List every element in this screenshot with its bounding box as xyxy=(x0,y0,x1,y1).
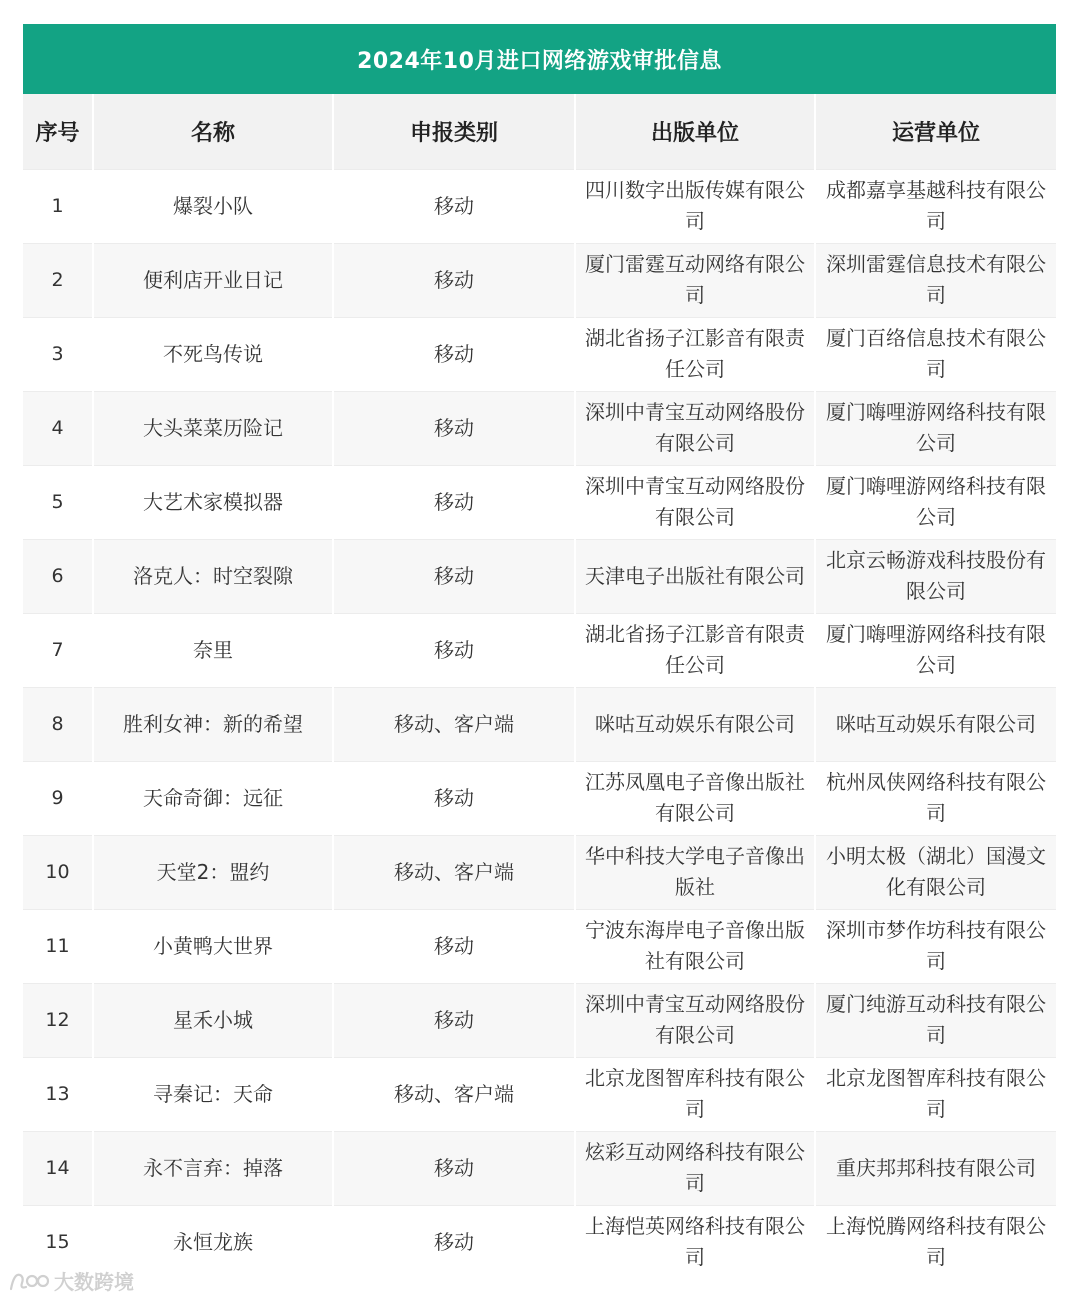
cell-category: 移动 xyxy=(333,391,575,465)
cell-operator: 厦门嗨哩游网络科技有限公司 xyxy=(815,613,1056,687)
cell-publisher: 湖北省扬子江影音有限责任公司 xyxy=(575,317,815,391)
table-row xyxy=(23,465,1056,539)
cell-category: 移动 xyxy=(333,243,575,317)
cell-name: 寻秦记：天命 xyxy=(93,1057,333,1131)
column-header-row xyxy=(23,94,1056,169)
cell-name: 爆裂小队 xyxy=(93,169,333,243)
cell-operator: 北京云畅游戏科技股份有限公司 xyxy=(815,539,1056,613)
cell-operator: 厦门纯游互动科技有限公司 xyxy=(815,983,1056,1057)
cell-publisher: 深圳中青宝互动网络股份有限公司 xyxy=(575,391,815,465)
cell-publisher: 天津电子出版社有限公司 xyxy=(575,539,815,613)
cell-category: 移动、客户端 xyxy=(333,835,575,909)
cell-category: 移动 xyxy=(333,1131,575,1205)
cell-publisher: 上海恺英网络科技有限公司 xyxy=(575,1205,815,1279)
watermark-logo-icon xyxy=(8,1269,50,1293)
table-row xyxy=(23,317,1056,391)
cell-publisher: 炫彩互动网络科技有限公司 xyxy=(575,1131,815,1205)
cell-no: 12 xyxy=(45,1008,70,1031)
column-header-publisher: 出版单位 xyxy=(575,94,815,169)
cell-no: 3 xyxy=(51,342,64,365)
cell-name: 天命奇御：远征 xyxy=(93,761,333,835)
cell-name: 永不言弃：掉落 xyxy=(93,1131,333,1205)
cell-category: 移动、客户端 xyxy=(333,687,575,761)
cell-category: 移动 xyxy=(333,983,575,1057)
cell-publisher: 北京龙图智库科技有限公司 xyxy=(575,1057,815,1131)
cell-name: 奈里 xyxy=(93,613,333,687)
approval-grid xyxy=(23,94,1056,1279)
cell-publisher: 华中科技大学电子音像出版社 xyxy=(575,835,815,909)
cell-category: 移动 xyxy=(333,317,575,391)
cell-name: 永恒龙族 xyxy=(93,1205,333,1279)
cell-no: 14 xyxy=(45,1156,70,1179)
cell-operator: 厦门嗨哩游网络科技有限公司 xyxy=(815,465,1056,539)
cell-no: 4 xyxy=(51,416,64,439)
cell-category: 移动 xyxy=(333,539,575,613)
table-row xyxy=(23,539,1056,613)
cell-name: 大艺术家模拟器 xyxy=(93,465,333,539)
cell-category: 移动 xyxy=(333,169,575,243)
cell-no: 7 xyxy=(51,638,64,661)
table-title: 2024年10月进口网络游戏审批信息 xyxy=(23,24,1056,94)
cell-operator: 重庆邦邦科技有限公司 xyxy=(815,1131,1056,1205)
cell-publisher: 厦门雷霆互动网络有限公司 xyxy=(575,243,815,317)
cell-no: 1 xyxy=(51,194,64,217)
cell-no: 9 xyxy=(51,786,64,809)
cell-category: 移动 xyxy=(333,1205,575,1279)
table-row xyxy=(23,169,1056,243)
table-body xyxy=(23,169,1056,1279)
cell-no: 15 xyxy=(45,1230,70,1253)
table-row xyxy=(23,1205,1056,1279)
cell-operator: 厦门百络信息技术有限公司 xyxy=(815,317,1056,391)
cell-no: 5 xyxy=(51,490,64,513)
cell-operator: 咪咕互动娱乐有限公司 xyxy=(815,687,1056,761)
cell-name: 星禾小城 xyxy=(93,983,333,1057)
cell-category: 移动 xyxy=(333,465,575,539)
cell-operator: 成都嘉享基越科技有限公司 xyxy=(815,169,1056,243)
watermark xyxy=(8,1266,134,1295)
cell-name: 胜利女神：新的希望 xyxy=(93,687,333,761)
cell-operator: 上海悦腾网络科技有限公司 xyxy=(815,1205,1056,1279)
column-header-operator: 运营单位 xyxy=(815,94,1056,169)
cell-category: 移动 xyxy=(333,761,575,835)
cell-no: 13 xyxy=(45,1082,70,1105)
cell-category: 移动 xyxy=(333,613,575,687)
table-row xyxy=(23,983,1056,1057)
cell-publisher: 湖北省扬子江影音有限责任公司 xyxy=(575,613,815,687)
table-row xyxy=(23,835,1056,909)
table-row xyxy=(23,1131,1056,1205)
approval-table xyxy=(23,24,1056,1279)
watermark-text: 大数跨境 xyxy=(54,1270,134,1294)
cell-operator: 小明太极（湖北）国漫文化有限公司 xyxy=(815,835,1056,909)
cell-name: 洛克人：时空裂隙 xyxy=(93,539,333,613)
cell-category: 移动 xyxy=(333,909,575,983)
cell-operator: 北京龙图智库科技有限公司 xyxy=(815,1057,1056,1131)
cell-name: 大头菜菜历险记 xyxy=(93,391,333,465)
table-row xyxy=(23,761,1056,835)
table-row xyxy=(23,1057,1056,1131)
cell-operator: 杭州凤侠网络科技有限公司 xyxy=(815,761,1056,835)
table-row xyxy=(23,391,1056,465)
cell-name: 不死鸟传说 xyxy=(93,317,333,391)
cell-publisher: 深圳中青宝互动网络股份有限公司 xyxy=(575,465,815,539)
cell-no: 6 xyxy=(51,564,64,587)
cell-operator: 厦门嗨哩游网络科技有限公司 xyxy=(815,391,1056,465)
table-row xyxy=(23,243,1056,317)
cell-no: 10 xyxy=(45,860,70,883)
cell-name: 便利店开业日记 xyxy=(93,243,333,317)
table-row xyxy=(23,909,1056,983)
table-row xyxy=(23,687,1056,761)
cell-name: 天堂2：盟约 xyxy=(93,835,333,909)
cell-publisher: 宁波东海岸电子音像出版社有限公司 xyxy=(575,909,815,983)
cell-publisher: 咪咕互动娱乐有限公司 xyxy=(575,687,815,761)
cell-name: 小黄鸭大世界 xyxy=(93,909,333,983)
cell-no: 2 xyxy=(51,268,64,291)
cell-publisher: 四川数字出版传媒有限公司 xyxy=(575,169,815,243)
cell-operator: 深圳雷霆信息技术有限公司 xyxy=(815,243,1056,317)
cell-publisher: 江苏凤凰电子音像出版社有限公司 xyxy=(575,761,815,835)
column-header-no: 序号 xyxy=(35,120,80,146)
cell-category: 移动、客户端 xyxy=(333,1057,575,1131)
column-header-category: 申报类别 xyxy=(333,94,575,169)
cell-no: 11 xyxy=(45,934,70,957)
cell-no: 8 xyxy=(51,712,64,735)
cell-operator: 深圳市梦作坊科技有限公司 xyxy=(815,909,1056,983)
column-header-name: 名称 xyxy=(93,94,333,169)
cell-publisher: 深圳中青宝互动网络股份有限公司 xyxy=(575,983,815,1057)
table-row xyxy=(23,613,1056,687)
